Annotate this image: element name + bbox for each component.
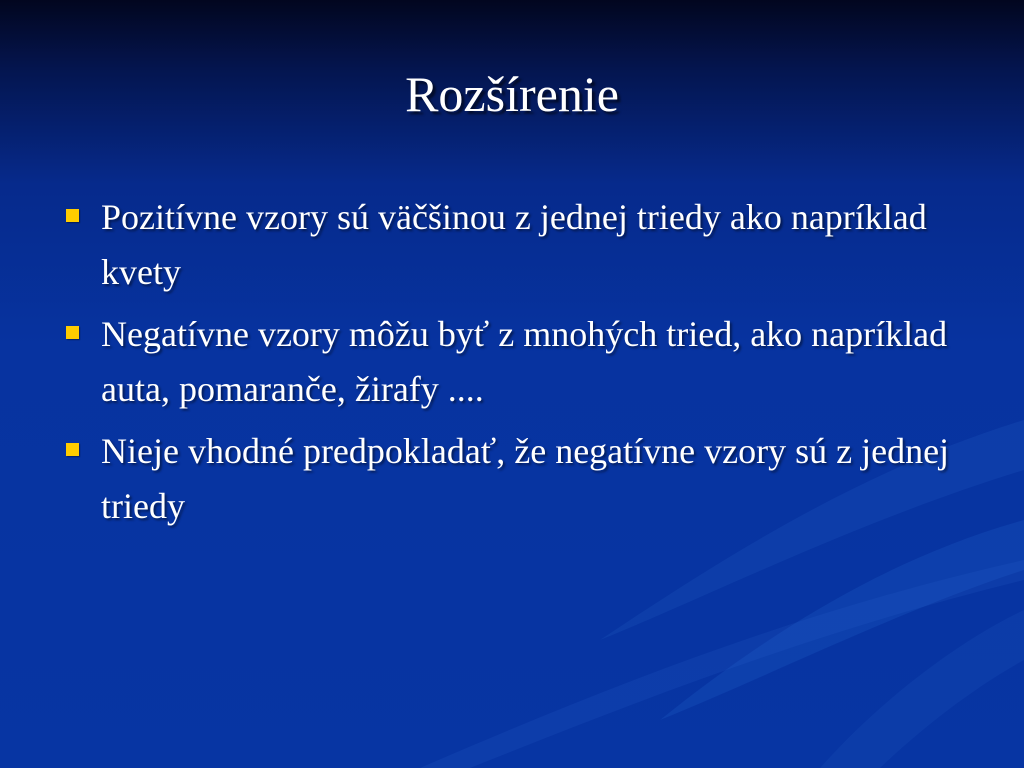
swoosh-band-4 [420, 560, 1024, 768]
slide-title: Rozšírenie [405, 66, 619, 122]
bullet-text: Pozitívne vzory sú väčšinou z jednej triedy ako napríklad kvety [101, 197, 927, 292]
bullet-text: Negatívne vzory môžu byť z mnohých tried, ako napríklad auta, pomaranče, žirafy .... [101, 314, 948, 409]
bullet-list [60, 190, 960, 541]
bullet-item [60, 307, 960, 417]
square-bullet-icon [66, 443, 79, 456]
bullet-item [60, 190, 960, 300]
bullet-item [60, 424, 960, 534]
square-bullet-icon [66, 209, 79, 222]
square-bullet-icon [66, 326, 79, 339]
bullet-text: Nieje vhodné predpokladať, že negatívne vzory sú z jednej triedy [101, 431, 950, 526]
